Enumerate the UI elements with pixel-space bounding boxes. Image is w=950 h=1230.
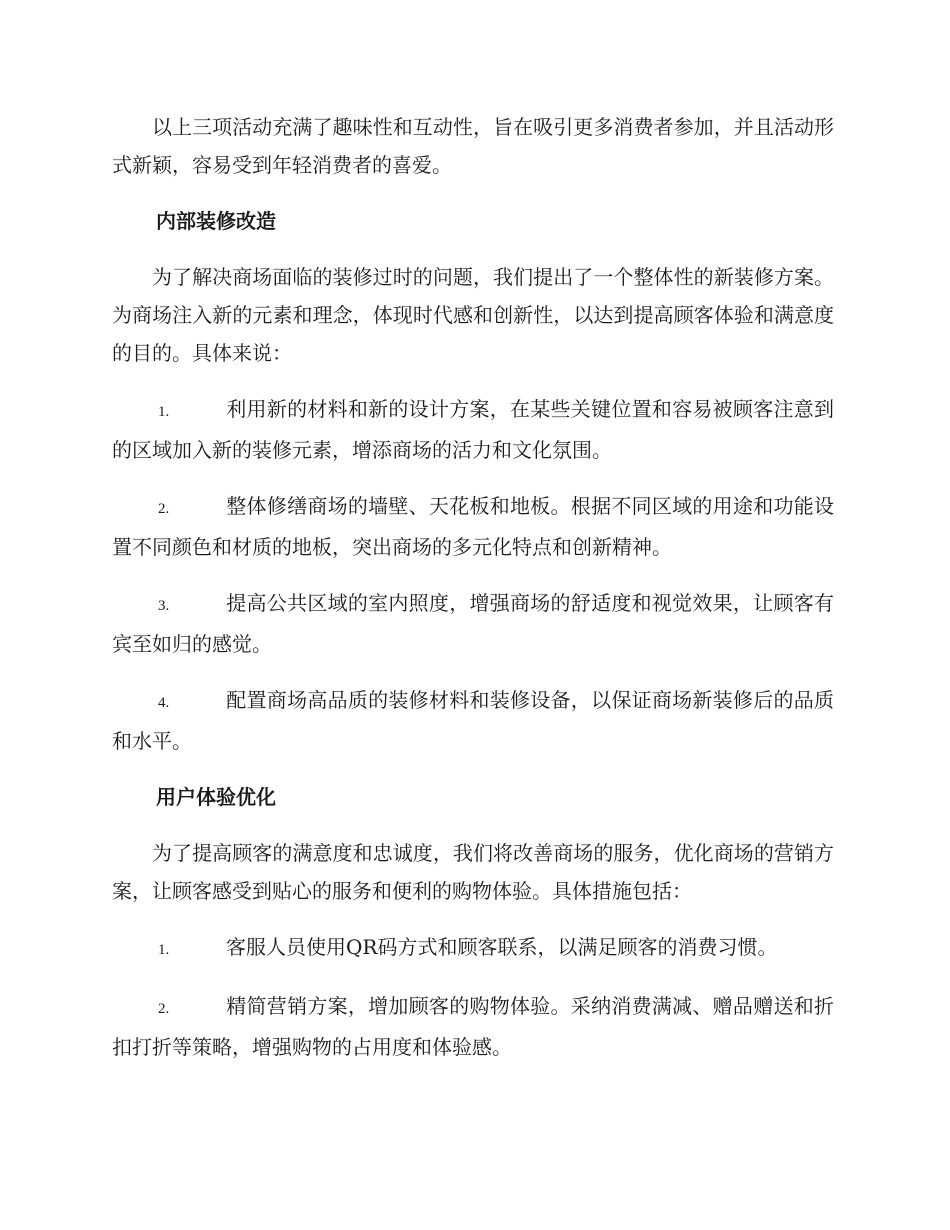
section-heading-ux: 用户体验优化: [156, 785, 276, 809]
renovation-paragraph: 为了解决商场面临的装修过时的问题，我们提出了一个整体性的新装修方案。为商场注入新的元素和理念，体现时代感和创新性，以达到提高顾客体验和满意度的目的。具体来说：: [112, 265, 834, 365]
list-item-text: 利用新的材料和新的设计方案，在某些关键位置和容易被顾客注意到的区域加入新的装修元素，增添商场的活力和文化氛围。: [112, 397, 834, 462]
list-item-number: 1.: [158, 942, 170, 958]
list-item-number: 1.: [158, 404, 170, 420]
list-item: [112, 681, 834, 760]
section-heading-renovation: 内部装修改造: [156, 209, 276, 233]
list-item-text: 整体修缮商场的墙壁、天花板和地板。根据不同区域的用途和功能设置不同颜色和材质的地板，突出商场的多元化特点和创新精神。: [112, 494, 834, 559]
list-item-number: 3.: [158, 598, 170, 614]
list-item: [112, 987, 834, 1066]
document-body: [112, 108, 834, 1084]
list-item: [112, 928, 834, 969]
intro-paragraph: 以上三项活动充满了趣味性和互动性，旨在吸引更多消费者参加，并且活动形式新颖，容易受到年轻消费者的喜爱。: [112, 115, 834, 177]
list-item-number: 2.: [158, 1001, 170, 1017]
list-item: [112, 584, 834, 663]
list-item-text: 客服人员使用QR码方式和顾客联系，以满足顾客的消费习惯。: [226, 935, 778, 959]
ux-paragraph: 为了提高顾客的满意度和忠诚度，我们将改善商场的服务，优化商场的营销方案，让顾客感受到贴心的服务和便利的购物体验。具体措施包括：: [112, 841, 834, 903]
list-item: [112, 487, 834, 566]
list-item-text: 配置商场高品质的装修材料和装修设备，以保证商场新装修后的品质和水平。: [112, 688, 834, 753]
list-item-number: 2.: [158, 501, 170, 517]
list-item-text: 精简营销方案，增加顾客的购物体验。采纳消费满减、赠品赠送和折扣打折等策略，增强购物的占用度和体验感。: [112, 994, 834, 1059]
list-item-number: 4.: [158, 695, 170, 711]
list-item-text: 提高公共区域的室内照度，增强商场的舒适度和视觉效果，让顾客有宾至如归的感觉。: [112, 591, 834, 656]
list-item: [112, 390, 834, 469]
